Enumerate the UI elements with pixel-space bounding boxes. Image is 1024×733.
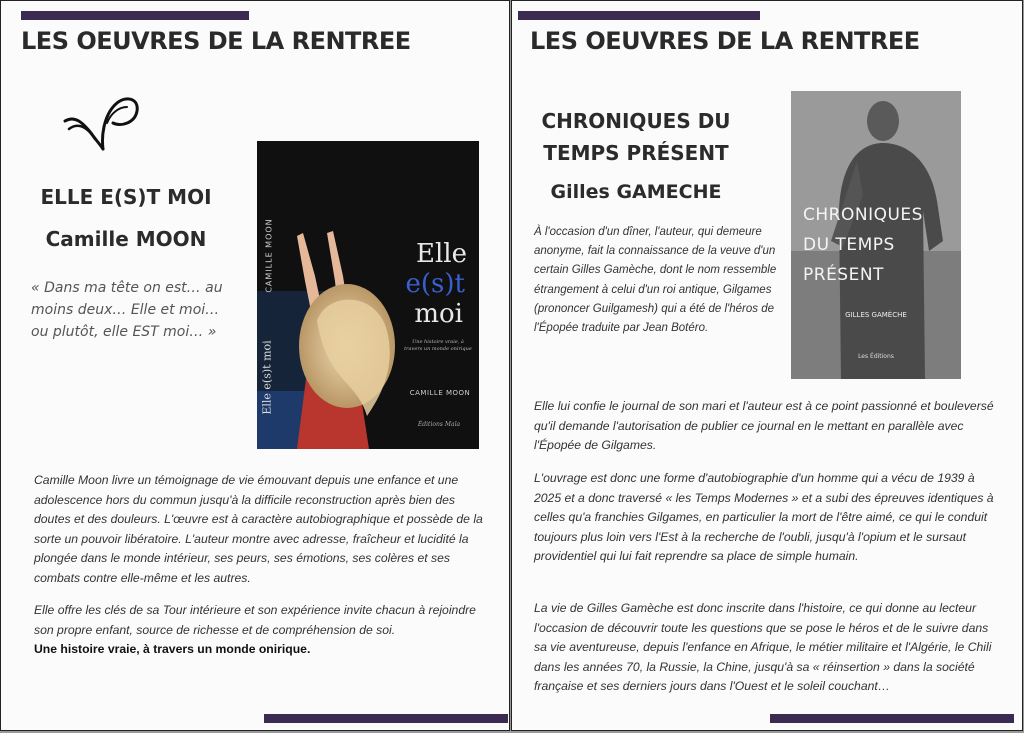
book-title: ELLE E(S)T MOI xyxy=(40,185,212,209)
book-cover-chroniques xyxy=(791,91,961,379)
section-title: LES OEUVRES DE LA RENTREE xyxy=(21,27,411,55)
cover-title-line3: PRÉSENT xyxy=(803,265,884,285)
cover-author: GILLES GAMÈCHE xyxy=(845,311,907,319)
description-paragraph-3: La vie de Gilles Gamèche est donc inscrite dans l'histoire, ce qui donne au lecteur l'occasion de découvrir toute les questions que se pose le héros et de le suivre dans sa vie aventureuse, depuis l'enfance en Afrique, le métier militaire et l'Algérie, le Chili dans les années 70, la Russie, la Chine, jusqu'à sa « réinsertion » dans la société française et ses derniers jours dans l'Ouest et le soleil couchant… xyxy=(534,601,992,693)
right-page xyxy=(511,0,1023,731)
cover-spine-author: CAMILLE MOON xyxy=(264,218,274,293)
book-quote: « Dans ma tête on est… au moins deux… Elle et moi… ou plutôt, elle EST moi… » xyxy=(31,280,223,340)
cover-author: CAMILLE MOON xyxy=(409,389,471,397)
cover-publisher: Éditions Maïa xyxy=(417,421,461,428)
description-paragraph-2 xyxy=(34,601,490,660)
book-title-line-2: TEMPS PRÉSENT xyxy=(543,141,729,165)
book-title-line-1: CHRONIQUES DU xyxy=(541,109,731,133)
cover-publisher: Les Éditions xyxy=(858,353,894,360)
book-cover-elle-est-moi xyxy=(257,141,479,449)
cover-title-line1: CHRONIQUES xyxy=(803,205,923,225)
leaf-script-logo-icon xyxy=(61,93,145,153)
section-title: LES OEUVRES DE LA RENTREE xyxy=(530,27,920,55)
top-accent-bar xyxy=(21,11,249,20)
cover-title-line2: e(s)t xyxy=(405,269,465,299)
left-page xyxy=(0,0,510,731)
description-paragraph-1: Elle lui confie le journal de son mari et l'auteur est à ce point passionné et bouleversé qu'il demande l'autorisation de publier ce journal en le mettant en parallèle avec l'Épopée de Gilgames. xyxy=(534,399,994,452)
description-paragraph-1: Camille Moon livre un témoignage de vie émouvant depuis une enfance et une adolescence hors du commun jusqu'à la difficile reconstruction après bien des doutes et des douleurs. L'œuvre est à caractère autobiographique et possède de la sorte un pouvoir libératoire. L'auteur montre avec adresse, fraîcheur et lucidité la plongée dans le monde intérieur, ses peurs, ses émotions, ses colères et ses combats contre elle-même et les autres. xyxy=(34,473,483,585)
bottom-accent-bar xyxy=(264,714,508,723)
cover-title-line3: moi xyxy=(414,299,463,329)
tagline-bold: Une histoire vraie, à travers un monde onirique. xyxy=(34,642,311,656)
author-name: Gilles GAMECHE xyxy=(550,181,722,203)
intro-paragraph: À l'occasion d'un dîner, l'auteur, qui demeure anonyme, fait la connaissance de la veuve d'un certain Gilles Gamèche, dont le nom ressemble étrangement à celui d'un roi antique, Gilgames (prononcer Guilgamesh) qui a été de l'héros de l'Épopée traduite par Jean Botéro. xyxy=(534,226,777,335)
paragraph-2-text: Elle offre les clés de sa Tour intérieure et son expérience invite chacun à rejoindre son propre enfant, source de richesse et de compréhension de soi. xyxy=(34,603,476,637)
description-paragraph-2: L'ouvrage est donc une forme d'autobiographie d'un homme qui a vécu de 1939 à 2025 et a donc traversé « les Temps Modernes » et a subi des épreuves identiques à celles qu'a franchies Gilgames, en particulier la mort de l'être aimé, ce qui le conduit toujours plus loin vers l'Est à la recherche de l'oubli, jusqu'à l'opium et le sursaut providentiel qui lui fait reprendre sa place de simple humain. xyxy=(534,471,994,563)
cover-spine-title: Elle e(s)t moi xyxy=(260,340,274,415)
cover-title-line2: DU TEMPS xyxy=(803,235,895,255)
bottom-accent-bar xyxy=(770,714,1014,723)
cover-title-line1: Elle xyxy=(416,239,467,269)
cover-subtitle: Une histoire vraie, à travers un monde onirique xyxy=(404,339,472,352)
author-name: Camille MOON xyxy=(45,227,207,251)
top-accent-bar xyxy=(518,11,760,20)
